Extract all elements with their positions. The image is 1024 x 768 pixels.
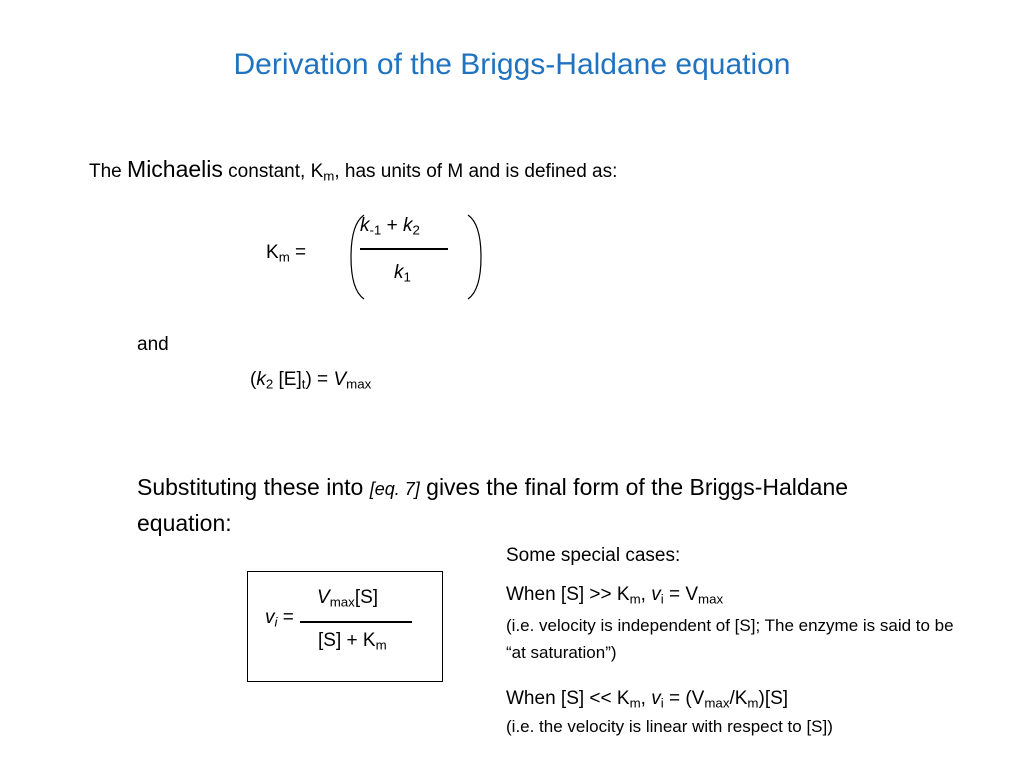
case2-v: v xyxy=(651,688,661,709)
eq-reference: [eq. 7] xyxy=(369,479,420,499)
special-case-1-note: (i.e. velocity is independent of [S]; The enzyme is said to be “at saturation”) xyxy=(506,616,954,662)
subst-pre: Substituting these into xyxy=(137,474,370,500)
km-num-plus: + xyxy=(381,215,403,236)
case1-pre: When [S] >> K xyxy=(506,584,630,605)
case2-pre: When [S] << K xyxy=(506,688,630,709)
case1-eq: = V xyxy=(663,584,699,605)
bh-lhs xyxy=(265,607,294,629)
subst-post: gives the final form of the Briggs-Haldane equation: xyxy=(137,474,849,536)
vmax-e-sub: t xyxy=(301,376,306,392)
bh-num-s: [S] xyxy=(354,587,379,608)
bh-fraction-bar xyxy=(300,621,412,623)
vmax-equation xyxy=(250,369,371,391)
km-den-sub: 1 xyxy=(403,269,411,285)
case1-v-sub: i xyxy=(660,591,664,607)
bh-den-sub: m xyxy=(375,637,387,653)
case2-slash: /K xyxy=(729,688,748,709)
vmax-v-sub: max xyxy=(346,376,372,392)
slide-title: Derivation of the Briggs-Haldane equation xyxy=(233,48,791,81)
vmax-v: V xyxy=(333,369,347,390)
bh-lhs-v: v xyxy=(265,607,275,628)
km-num-k2: k xyxy=(402,215,413,236)
bh-denominator xyxy=(318,630,387,652)
michaelis-intro-text xyxy=(89,156,617,183)
km-den-k: k xyxy=(394,262,404,283)
km-equals: = xyxy=(289,242,307,263)
case1-v: v xyxy=(651,584,661,605)
vmax-open: ( xyxy=(250,369,257,390)
km-num-k1: k xyxy=(360,215,370,236)
case2-post: )[S] xyxy=(758,688,789,709)
bh-numerator xyxy=(317,587,378,609)
case2-eq: = (V xyxy=(663,688,705,709)
special-cases-heading: Some special cases: xyxy=(506,545,681,566)
case1-km-sub: m xyxy=(629,591,641,607)
bh-den-pre: [S] + K xyxy=(318,630,376,651)
intro-mid: constant, K xyxy=(222,161,324,182)
km-fraction-bar xyxy=(360,248,448,250)
km-denominator xyxy=(394,262,411,284)
special-case-1 xyxy=(506,584,723,606)
case2-km-sub: m xyxy=(629,695,641,711)
intro-pre: The xyxy=(89,161,128,182)
km-numerator xyxy=(360,215,420,237)
bh-num-v: V xyxy=(317,587,330,608)
km-symbol: K xyxy=(266,242,279,263)
case2-km-sub2: m xyxy=(747,695,759,711)
vmax-e: [E] xyxy=(273,369,302,390)
bh-equals: = xyxy=(277,607,294,628)
bh-lhs-sub: i xyxy=(274,614,278,630)
special-case-2-note: (i.e. the velocity is linear with respect to [S]) xyxy=(506,717,833,736)
vmax-k-sub: 2 xyxy=(265,376,274,392)
km-num-sub2: 2 xyxy=(412,222,420,238)
bh-num-sub: max xyxy=(329,594,355,610)
km-lhs-subscript: m xyxy=(278,249,290,265)
and-label: and xyxy=(137,334,169,355)
case1-comma: , xyxy=(640,584,652,605)
intro-post: , has units of M and is defined as: xyxy=(334,161,618,182)
case2-vmax-sub: max xyxy=(704,695,730,711)
case1-vmax-sub: max xyxy=(698,591,724,607)
km-num-sub1: -1 xyxy=(369,222,382,238)
case2-comma: , xyxy=(640,688,652,709)
substituting-text xyxy=(137,470,877,540)
km-lhs xyxy=(266,242,306,264)
intro-km-subscript: m xyxy=(323,168,335,184)
vmax-close: ) = xyxy=(305,369,334,390)
case2-v-sub: i xyxy=(660,695,664,711)
vmax-k: k xyxy=(256,369,266,390)
intro-michaelis-word: Michaelis xyxy=(127,156,223,182)
special-case-2 xyxy=(506,688,788,710)
